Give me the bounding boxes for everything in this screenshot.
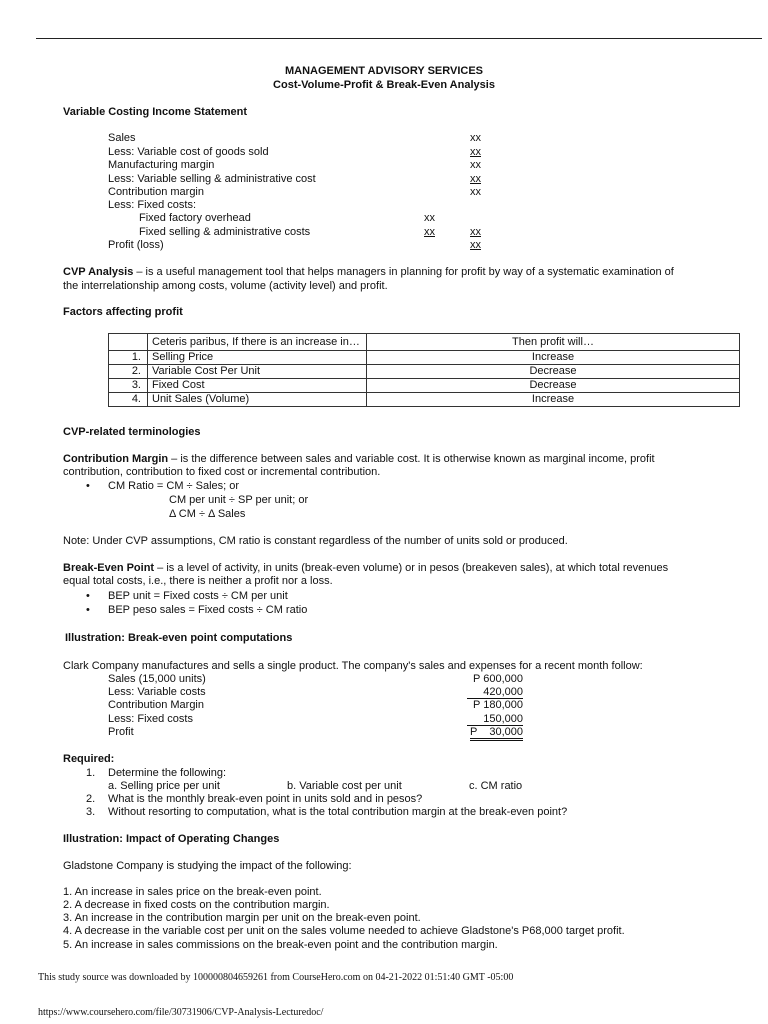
document-subtitle: Cost-Volume-Profit & Break-Even Analysis [273,79,495,91]
row-effect: Increase [367,351,740,365]
cvp-analysis-text: – is a useful management tool that helps managers in planning for profit by way of a systematic examination of [133,266,674,278]
download-notice: This study source was downloaded by 100000804659261 from CourseHero.com on 04-21-2022 01:51:40 GMT -05:00 [38,972,514,983]
factors-heading: Factors affecting profit [63,306,183,318]
is-row-less-fixed: Less: Fixed costs: [108,199,197,211]
list-item: 1. An increase in sales price on the break-even point. [63,886,322,898]
req-1c: c. CM ratio [469,780,523,792]
row-factor: Selling Price [148,351,367,365]
is-amount: xx [470,226,481,238]
bep-term: Break-Even Point [63,562,155,574]
top-rule [36,38,762,39]
clark-amount: 150,000 [467,714,523,726]
is-amount: xx [470,186,481,198]
clark-label: Contribution Margin [108,699,204,711]
cm-ratio-note: Note: Under CVP assumptions, CM ratio is constant regardless of the number of units sold or produced. [63,535,568,547]
clark-label: Less: Variable costs [108,686,206,698]
is-amount: xx [424,212,435,224]
row-factor: Unit Sales (Volume) [148,393,367,407]
is-row-profit: Profit (loss) [108,239,164,251]
row-factor: Fixed Cost [148,379,367,393]
clark-amount: 420,000 [467,687,523,699]
cvp-analysis-text-2: the interrelationship among costs, volume (activity level) and profit. [63,280,388,292]
cm-term: Contribution Margin [63,453,169,465]
cm-text: – is the difference between sales and variable cost. It is otherwise known as marginal income, profit [168,453,655,465]
req-3-text: Without resorting to computation, what is the total contribution margin at the break-even point? [108,806,568,818]
req-number: 2. [86,793,96,805]
clark-amount-wrap [440,726,523,741]
is-row-sales: Sales [108,132,136,144]
is-amount: xx [470,146,481,158]
bep-text: – is a level of activity, in units (break-even volume) or in pesos (breakeven sales), at which total revenues [154,562,669,574]
table-row [109,379,740,393]
req-1b: b. Variable cost per unit [287,780,402,792]
clark-amount: P 180,000 [473,699,523,711]
row-effect: Increase [367,393,740,407]
illustration-operating-heading: Illustration: Impact of Operating Changes [63,833,280,845]
illustration-bep-intro: Clark Company manufactures and sells a single product. The company's sales and expenses for a recent month follow: [63,660,643,672]
bep-text-2: equal total costs, i.e., there is neither a profit nor a loss. [63,575,333,587]
row-number: 4. [109,393,148,407]
is-row-less-var-sga: Less: Variable selling & administrative cost [108,173,316,185]
req-number: 1. [86,767,96,779]
cm-ratio-bullet: • CM Ratio = CM ÷ Sales; or [108,480,239,493]
clark-label: Sales (15,000 units) [108,673,206,685]
req-number: 3. [86,806,96,818]
is-row-cm: Contribution margin [108,186,204,198]
cm-definition [63,453,655,466]
is-amount: xx [470,173,481,185]
clark-amount: P 600,000 [473,673,523,685]
illustration-operating-intro: Gladstone Company is studying the impact of the following: [63,860,352,872]
clark-label: Profit [108,726,134,738]
list-item: 4. A decrease in the variable cost per unit on the sales volume needed to achieve Gladstone's P68,000 target profit. [63,925,625,937]
row-number: 2. [109,365,148,379]
clark-amount-wrap [440,686,523,699]
is-amount: xx [424,226,435,238]
illustration-bep-heading: Illustration: Break-even point computations [65,632,293,644]
is-amount: xx [470,239,481,251]
cm-text-2: contribution, contribution to fixed cost or incremental contribution. [63,466,381,478]
clark-amount: P 30,000 [470,727,523,741]
row-factor: Variable Cost Per Unit [148,365,367,379]
cvp-analysis-definition [63,266,674,279]
req-2-text: What is the monthly break-even point in units sold and in pesos? [108,793,423,805]
table-row [109,351,740,365]
req-1-text: Determine the following: [108,767,227,779]
is-amount: xx [470,132,481,144]
terminologies-heading: CVP-related terminologies [63,426,201,438]
is-row-mfg-margin: Manufacturing margin [108,159,215,171]
cm-ratio-alt-2: Δ CM ÷ Δ Sales [169,508,246,520]
header-empty-cell [109,334,148,351]
is-row-less-var-cogs: Less: Variable cost of goods sold [108,146,269,158]
required-heading: Required: [63,753,115,765]
income-statement-heading: Variable Costing Income Statement [63,106,247,118]
is-row-fixed-sga: Fixed selling & administrative costs [139,226,311,238]
bep-peso-bullet: • BEP peso sales = Fixed costs ÷ CM ratio [108,604,307,617]
list-item: 2. A decrease in fixed costs on the contribution margin. [63,899,330,911]
bep-unit-bullet: • BEP unit = Fixed costs ÷ CM per unit [108,590,288,603]
list-item: 3. An increase in the contribution margin per unit on the break-even point. [63,912,421,924]
bep-definition [63,562,668,575]
row-effect: Decrease [367,379,740,393]
header-result: Then profit will… [367,334,740,351]
is-amount: xx [470,159,481,171]
table-row [109,365,740,379]
document-title: MANAGEMENT ADVISORY SERVICES [284,65,484,77]
list-item: 5. An increase in sales commissions on the break-even point and the contribution margin. [63,939,498,951]
source-url-link[interactable]: https://www.coursehero.com/file/30731906/CVP-Analysis-Lecturedoc/ [38,1007,324,1018]
header-condition: Ceteris paribus, If there is an increase in… [148,334,367,351]
table-row [109,393,740,407]
factors-table-header [109,334,740,351]
cm-ratio-alt-1: CM per unit ÷ SP per unit; or [169,494,309,506]
factors-table [108,333,740,407]
clark-label: Less: Fixed costs [108,713,193,725]
row-effect: Decrease [367,365,740,379]
clark-amount-wrap [440,713,523,726]
row-number: 3. [109,379,148,393]
req-1a: a. Selling price per unit [108,780,220,792]
is-row-fixed-foh: Fixed factory overhead [139,212,251,224]
row-number: 1. [109,351,148,365]
cvp-analysis-term: CVP Analysis [63,266,134,278]
